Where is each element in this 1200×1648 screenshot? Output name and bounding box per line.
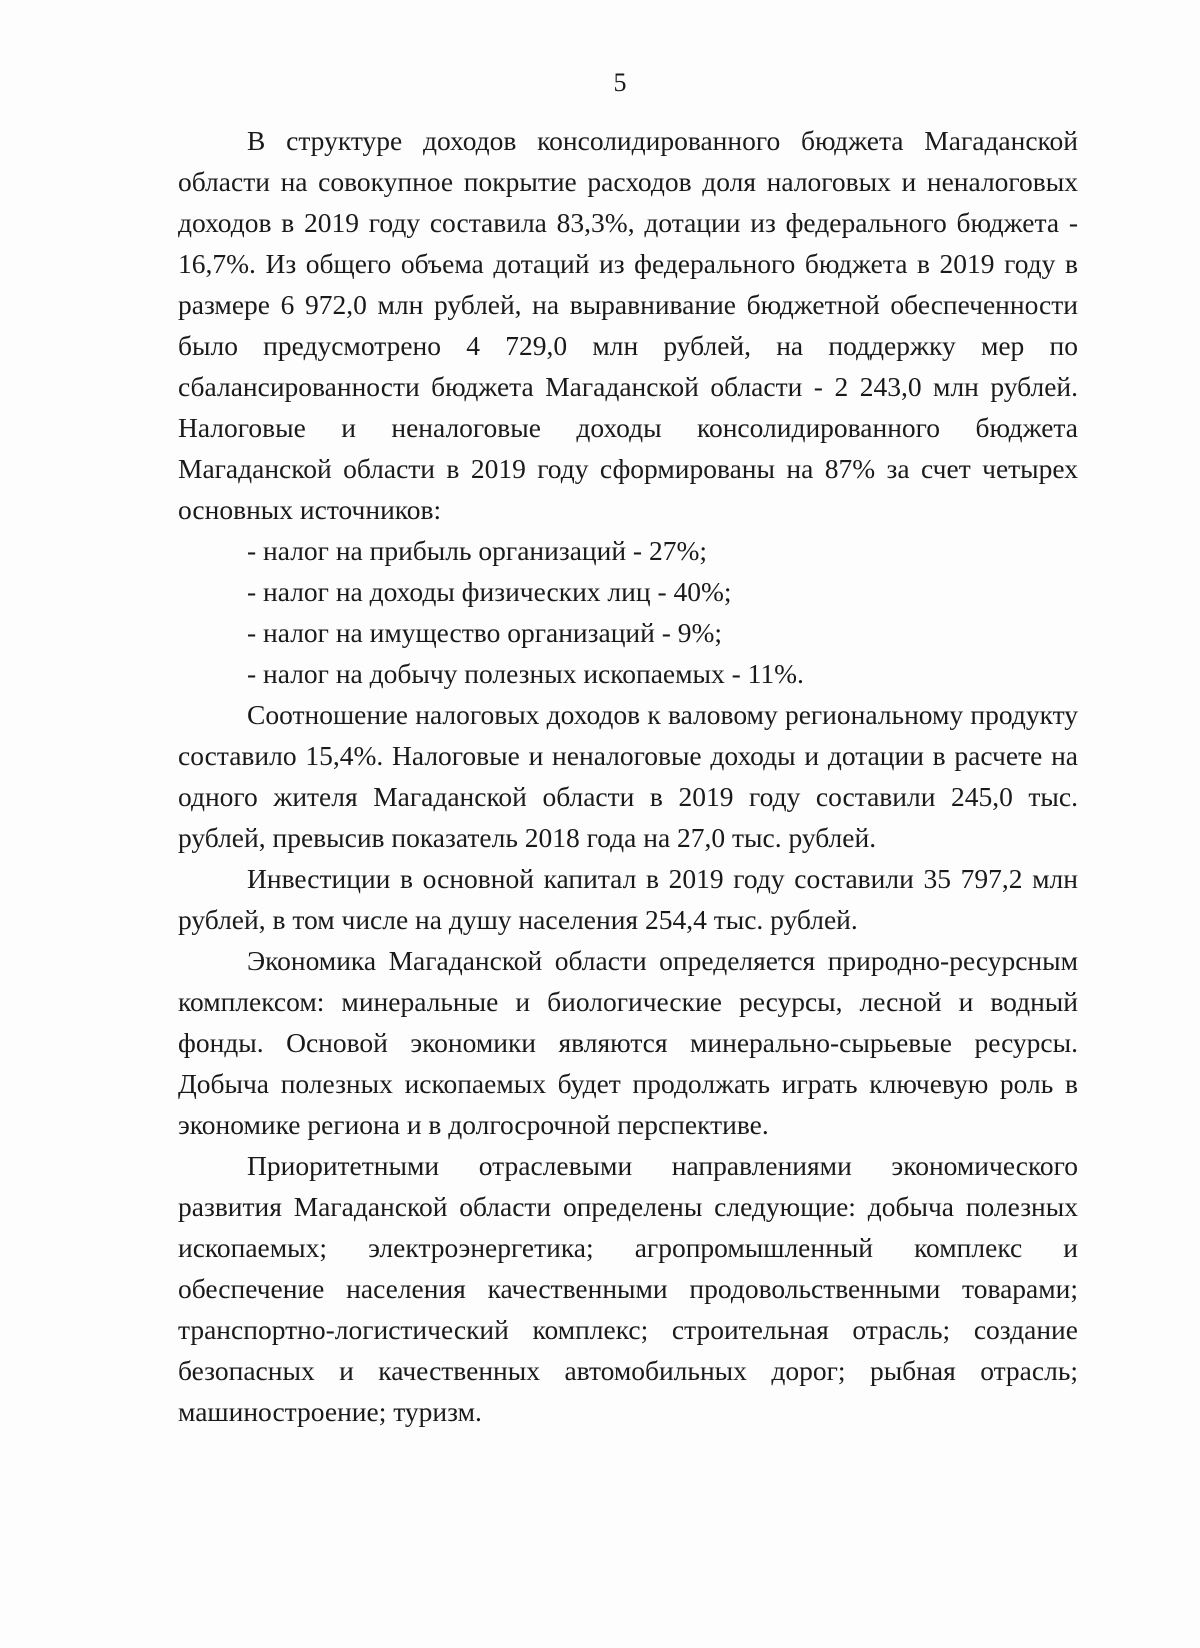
- list-item-profit-tax: - налог на прибыль организаций - 27%;: [247, 535, 708, 566]
- tax-sources-list: [178, 530, 1078, 694]
- paragraph-investments: Инвестиции в основной капитал в 2019 году составили 35 797,2 млн рублей, в том числе на душу населения 254,4 тыс. рублей.: [178, 863, 1078, 935]
- paragraph-economy: Экономика Магаданской области определяется природно-ресурсным комплексом: минеральные и биологические ресурсы, лесной и водный фонды. Основой экономики являются минерально-сырьевые ресурсы. Добыча полезных ископаемых будет продолжать играть ключевую роль в экономике региона и в долгосрочной перспективе.: [178, 945, 1078, 1140]
- document-body: [178, 120, 1078, 1432]
- list-item-property-tax: - налог на имущество организаций - 9%;: [247, 617, 723, 648]
- page-number: 5: [613, 68, 627, 97]
- paragraph-tax-ratio: Соотношение налоговых доходов к валовому региональному продукту составило 15,4%. Налоговые и неналоговые доходы и дотации в расчете на одного жителя Магаданской области в 2019 году составили 245,0 тыс. рублей, превысив показатель 2018 года на 27,0 тыс. рублей.: [178, 699, 1078, 853]
- paragraph-priorities: Приоритетными отраслевыми направлениями экономического развития Магаданской области определены следующие: добыча полезных ископаемых; электроэнергетика; агропромышленный комплекс и обеспечение населения качественными продовольственными товарами; транспортно-логистический комплекс; строительная отрасль; создание безопасных и качественных автомобильных дорог; рыбная отрасль; машиностроение; туризм.: [178, 1150, 1078, 1427]
- list-item-income-tax: - налог на доходы физических лиц - 40%;: [247, 576, 732, 607]
- paragraph-budget-structure: В структуре доходов консолидированного бюджета Магаданской области на совокупное покрытие расходов доля налоговых и неналоговых доходов в 2019 году составила 83,3%, дотации из федерального бюджета - 16,7%. Из общего объема дотаций из федерального бюджета в 2019 году в размере 6 972,0 млн рублей, на выравнивание бюджетной обеспеченности было предусмотрено 4 729,0 млн рублей, на поддержку мер по сбалансированности бюджета Магаданской области - 2 243,0 млн рублей. Налоговые и неналоговые доходы консолидированного бюджета Магаданской области в 2019 году сформированы на 87% за счет четырех основных источников:: [178, 125, 1078, 525]
- list-item-mining-tax: - налог на добычу полезных ископаемых - 11%.: [247, 658, 804, 689]
